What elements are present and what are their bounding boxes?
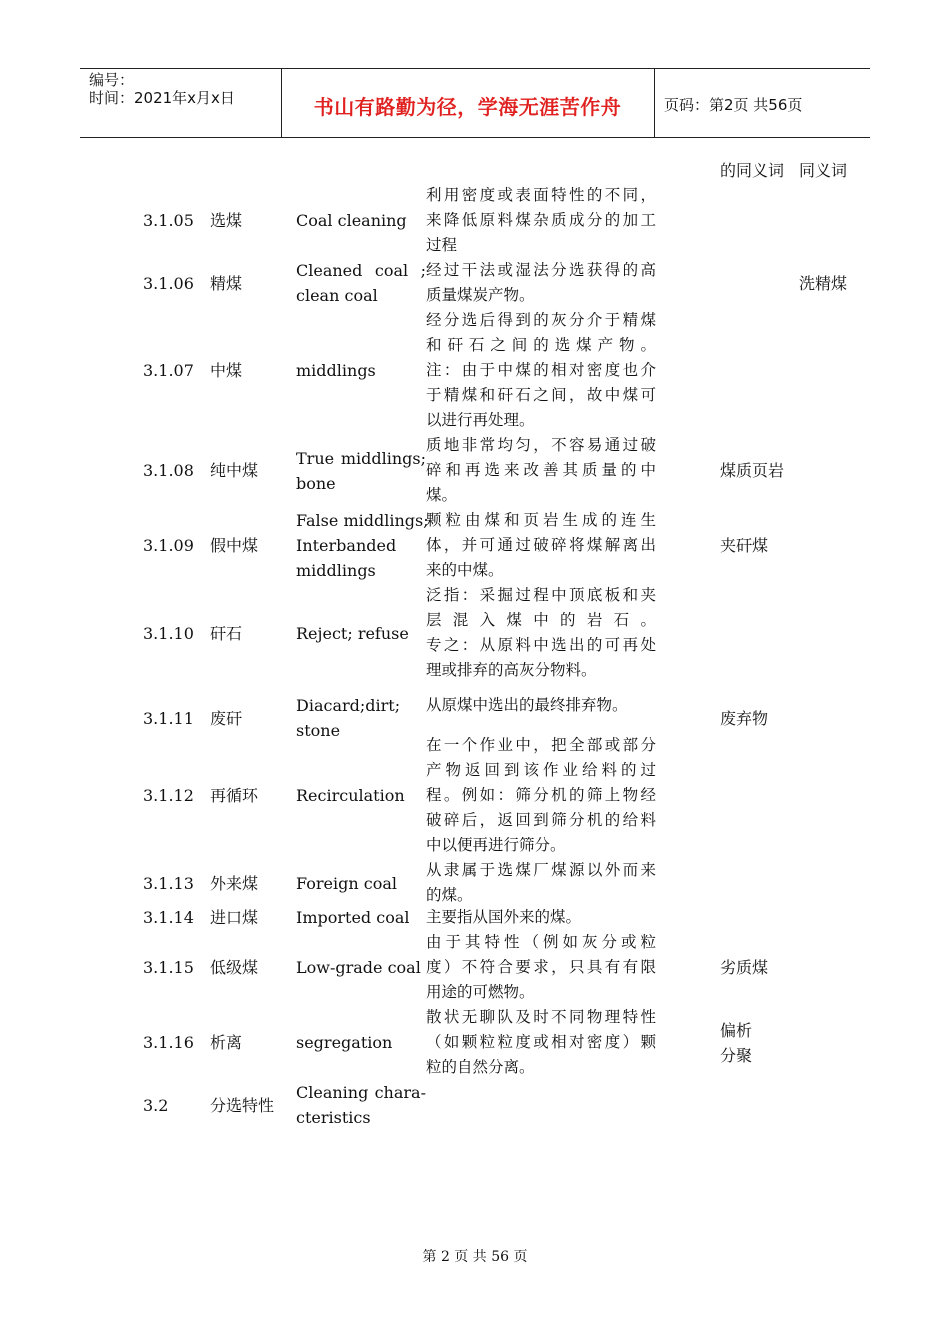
term-english [296,905,426,930]
term-chinese: 外来煤 [210,873,259,893]
term-english-line: Diacard;dirt; [296,696,401,715]
term-number: 3.1.15 [143,958,194,977]
term-english [296,621,426,646]
term-number: 3.1.16 [143,1033,194,1052]
term-english-line: clean coal [296,286,378,305]
header-motto: 书山有路勤为径，学海无涯苦作舟 [313,95,622,119]
term-number: 3.1.11 [143,708,194,728]
term-english-line: Coal cleaning [296,211,407,230]
term-number: 3.1.09 [143,536,194,555]
term-definition-line: 层混入煤中的岩石。 [426,611,656,629]
term-english [296,783,426,808]
term-definition [426,508,656,583]
term-definition-line: （如颗粒粒度或相对密度）颗 [426,1033,656,1051]
term-definition-line: 专之：从原料中选出的可再处 [426,636,656,654]
term-synonym: 夹矸煤 [720,536,769,555]
serial-label: 编号： [89,71,135,89]
term-number: 3.1.14 [143,908,194,927]
term-definition-line: 和矸石之间的选煤产物。 [426,336,656,354]
page-header [80,68,870,138]
term-definition [426,858,656,908]
term-definition [426,693,656,718]
term-chinese: 分选特性 [210,1095,275,1115]
term-chinese: 矸石 [210,623,243,643]
term-definition-line: 中以便再进行筛分。 [426,836,566,854]
term-definition-line: 体，并可通过破碎将煤解离出 [426,536,656,554]
term-chinese: 进口煤 [210,908,259,927]
term-english [296,1080,426,1130]
term-definition-line: 质地非常均匀，不容易通过破 [426,436,656,454]
term-english [296,358,426,383]
term-english [296,258,426,308]
term-definition-line: 从原煤中选出的最终排弃物。 [426,696,628,714]
term-definition-line: 颗粒由煤和页岩生成的连生 [426,511,656,529]
term-definition-line: 由于其特性（例如灰分或粒 [426,933,656,951]
term-definition-line: 利用密度或表面特性的不同， [426,186,656,204]
term-number: 3.1.07 [143,361,194,380]
term-definition [426,1005,656,1080]
term-english [296,508,429,583]
term-chinese: 中煤 [210,361,243,380]
term-english [296,955,426,980]
term-chinese: 假中煤 [210,536,259,555]
term-definition-line: 经分选后得到的灰分介于精煤 [426,311,656,329]
header-meta [89,71,279,107]
term-definition-line: 理或排弃的高灰分物料。 [426,661,597,679]
term-definition-line: 注：由于中煤的相对密度也介 [426,361,656,379]
term-definition-line: 于精煤和矸石之间，故中煤可 [426,386,656,404]
term-number: 3.1.12 [143,786,194,805]
term-english [296,871,426,896]
term-english-line: segregation [296,1033,393,1052]
term-definition-line: 来的中煤。 [426,561,504,579]
term-number: 3.2 [143,1095,169,1115]
term-definition-line: 主要指从国外来的煤。 [426,908,582,926]
term-definition [426,183,656,258]
term-english-line: bone [296,473,336,493]
time-label: 时间：2021年x月x日 [89,89,235,107]
term-definition [426,308,656,433]
term-definition-line: 在一个作业中，把全部或部分 [426,736,656,754]
term-chinese: 精煤 [210,273,243,293]
term-definition-line: 碎和再选来改善其质量的中 [426,461,656,479]
term-synonym: 废弃物 [720,708,769,728]
term-chinese: 选煤 [210,211,243,230]
term-synonym: 煤质页岩 [720,461,785,480]
term-definition-line: 破碎后，返回到筛分机的给料 [426,811,656,829]
term-english-line: True middlings; [296,448,426,468]
term-chinese: 废矸 [210,708,243,728]
term-definition [426,583,656,683]
term-english [296,446,426,496]
term-number: 3.1.13 [143,873,194,893]
term-english-line: Recirculation [296,786,405,805]
term-english-line: Cleaning chara- [296,1083,426,1102]
term-english-line: False middlings; [296,511,429,530]
term-english-line: middlings [296,361,376,380]
term-english-line: Foreign coal [296,873,397,893]
term-definition-line: 的煤。 [426,886,473,904]
term-english-line: cteristics [296,1108,371,1127]
term-synonym: 偏析 分聚 [720,1020,753,1065]
term-definition-line: 产物返回到该作业给料的过 [426,761,656,779]
term-definition-line: 散状无聊队及时不同物理特性 [426,1008,656,1026]
term-chinese: 低级煤 [210,958,259,977]
term-definition [426,905,656,930]
term-english-line: Imported coal [296,908,410,927]
term-definition-line: 泛指：采掘过程中顶底板和夹 [426,586,656,604]
term-chinese: 析离 [210,1033,243,1052]
term-synonym: 劣质煤 [720,958,769,977]
term-english-line: middlings [296,561,376,580]
term-definition-line: 过程 [426,236,458,254]
term-definition [426,433,656,508]
term-chinese: 再循环 [210,786,259,805]
term-english-line: Cleaned coal ; [296,261,426,280]
term-definition [426,258,656,308]
synonym-partial-heading: 的同义词 [720,161,785,180]
term-definition [426,733,656,858]
term-english [296,1030,426,1055]
term-english-line: stone [296,721,341,740]
term-definition-line: 经过干法或湿法分选获得的高 [426,261,656,279]
term-chinese: 纯中煤 [210,461,259,480]
term-english-line: Low-grade coal [296,958,421,977]
term-definition-line: 从隶属于选煤厂煤源以外而来 [426,861,656,879]
header-page-info: 页码：第2页 共56页 [664,96,803,114]
term-english [296,208,426,233]
term-definition-line: 用途的可燃物。 [426,983,535,1001]
header-divider [654,69,655,137]
term-english-line: Interbanded [296,536,397,555]
term-definition-line: 以进行再处理。 [426,411,535,429]
synonym-heading: 同义词 [799,161,848,180]
term-number: 3.1.06 [143,273,194,293]
term-definition-line: 质量煤炭产物。 [426,286,535,304]
term-english-line: Reject; refuse [296,623,409,643]
term-english [296,693,426,743]
page-footer: 第 2 页 共 56 页 [422,1249,528,1265]
term-definition-line: 来降低原料煤杂质成分的加工 [426,211,656,229]
term-number: 3.1.10 [143,623,194,643]
term-definition-line: 粒的自然分离。 [426,1058,535,1076]
term-definition-line: 程。例如：筛分机的筛上物经 [426,786,656,804]
term-definition-line: 煤。 [426,486,458,504]
term-definition-line: 度）不符合要求，只具有有限 [426,958,656,976]
term-definition [426,930,656,1005]
term-number: 3.1.05 [143,211,194,230]
term-number: 3.1.08 [143,461,194,480]
term-synonym-alt: 洗精煤 [799,273,848,293]
